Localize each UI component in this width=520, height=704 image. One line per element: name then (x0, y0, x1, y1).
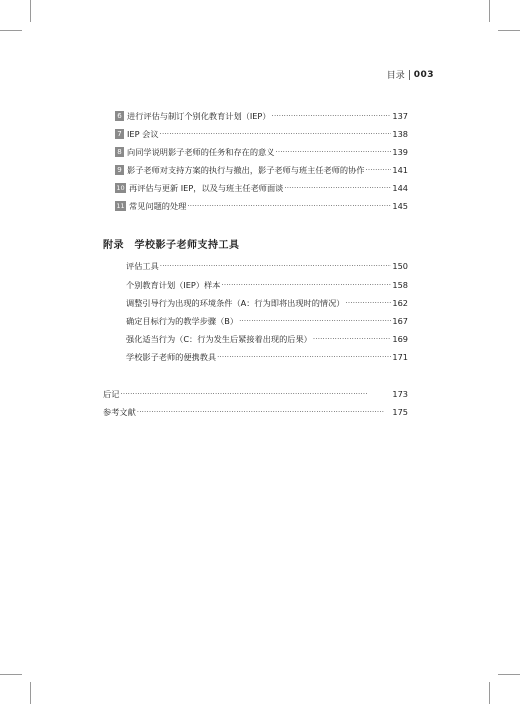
section-number-badge: 8 (115, 147, 124, 157)
toc-entry-title: 后记 (103, 389, 120, 399)
toc-entry-title: IEP 会议 (127, 129, 159, 139)
header-separator (409, 70, 410, 80)
toc-entry-title: 进行评估与制订个别化教育计划（IEP） (127, 111, 271, 121)
toc-entry[interactable] (115, 200, 408, 212)
toc-entry[interactable] (115, 164, 408, 176)
toc-entry-title: 个别教育计划（IEP）样本 (126, 280, 221, 290)
header-label: 目录 (386, 71, 405, 81)
crop-mark (498, 674, 520, 675)
running-header (387, 68, 434, 81)
leader-dots (120, 388, 391, 400)
appendix-heading: 附录 学校影子老师支持工具 (103, 240, 240, 251)
toc-entry[interactable] (126, 315, 408, 327)
toc-entry-page: 150 (392, 261, 408, 271)
toc-entry-title: 调整引导行为出现的环境条件（A：行为即将出现时的情况） (126, 298, 345, 308)
leader-dots (160, 260, 392, 272)
leader-dots (272, 110, 392, 122)
leader-dots (345, 297, 391, 309)
toc-entry[interactable] (103, 406, 408, 418)
toc-entry-page: 138 (392, 129, 408, 139)
toc-entry-title: 评估工具 (126, 261, 159, 271)
leader-dots (284, 182, 391, 194)
toc-entry-page: 158 (392, 280, 408, 290)
toc-entry[interactable] (115, 128, 408, 140)
crop-mark (489, 682, 490, 704)
section-number-badge: 11 (116, 202, 125, 210)
toc-entry-title: 参考文献 (103, 407, 136, 417)
toc-entry[interactable] (126, 260, 408, 272)
toc-entry[interactable] (126, 333, 408, 345)
header-page-number: 003 (413, 69, 434, 80)
toc-entry[interactable] (126, 279, 408, 291)
leader-dots (221, 279, 391, 291)
toc-entry-page: 162 (392, 298, 408, 308)
section-number-badge: 6 (115, 111, 124, 121)
toc-entry-page: 175 (392, 407, 408, 417)
section-number-badge: 10 (116, 184, 125, 192)
toc-entry-page: 145 (392, 201, 408, 211)
toc-entry[interactable] (115, 182, 408, 194)
toc-entry[interactable] (103, 388, 408, 400)
toc-entry-title: 学校影子老师的便携教具 (126, 352, 217, 362)
toc-entry[interactable] (115, 110, 408, 122)
crop-mark (0, 30, 22, 31)
toc-entry[interactable] (115, 146, 408, 158)
leader-dots (239, 315, 391, 327)
toc-entry[interactable] (126, 297, 408, 309)
toc-entry-page: 169 (392, 334, 408, 344)
crop-mark (0, 674, 22, 675)
crop-mark (489, 0, 490, 22)
toc-entry-title: 确定目标行为的教学步骤（B） (126, 316, 239, 326)
toc-entry-title: 强化适当行为（C：行为发生后紧接着出现的后果） (126, 334, 312, 344)
leader-dots (160, 128, 392, 140)
section-number-badge: 9 (115, 165, 124, 175)
toc-entry-title: 常见问题的处理 (129, 201, 187, 211)
crop-mark (498, 30, 520, 31)
toc-entry-page: 171 (392, 352, 408, 362)
section-number-badge: 7 (115, 129, 124, 139)
toc-entry-page: 137 (392, 111, 408, 121)
leader-dots (187, 200, 391, 212)
toc-entry[interactable] (126, 351, 408, 363)
leader-dots (313, 333, 392, 345)
leader-dots (217, 351, 391, 363)
toc-entry-page: 144 (392, 183, 408, 193)
toc-entry-title: 再评估与更新 IEP，以及与班主任老师面谈 (129, 183, 284, 193)
toc-entry-page: 173 (392, 389, 408, 399)
crop-mark (30, 0, 31, 22)
toc-entry-title: 向同学说明影子老师的任务和存在的意义 (127, 147, 275, 157)
leader-dots (275, 146, 391, 158)
crop-mark (30, 682, 31, 704)
leader-dots (137, 406, 392, 418)
toc-entry-page: 139 (392, 147, 408, 157)
toc-entry-title: 影子老师对支持方案的执行与撤出，影子老师与班主任老师的协作 (127, 165, 365, 175)
toc-entry-page: 141 (392, 165, 408, 175)
toc-entry-page: 167 (392, 316, 408, 326)
leader-dots (365, 164, 391, 176)
